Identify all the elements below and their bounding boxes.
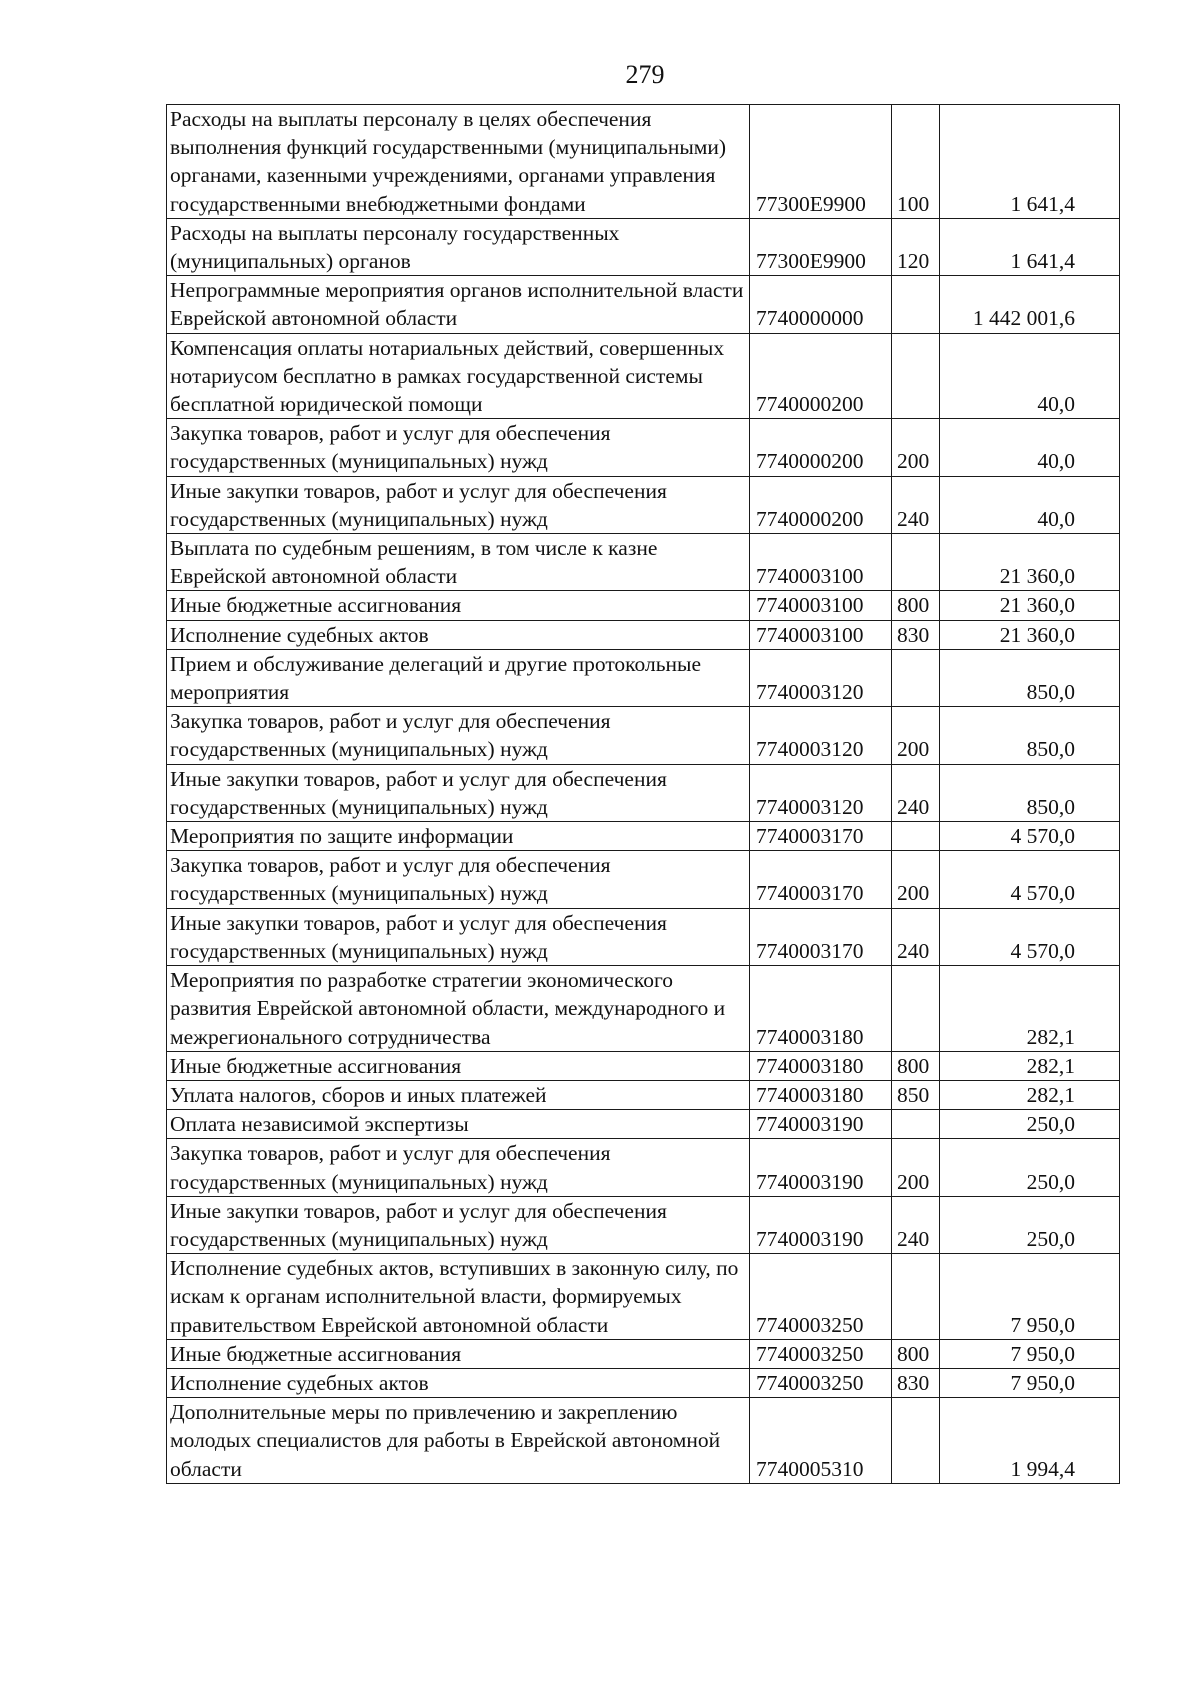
table-row xyxy=(167,534,1120,591)
row-type: 200 xyxy=(892,707,940,764)
row-type xyxy=(892,333,940,419)
row-code: 7740003120 xyxy=(750,649,892,706)
row-amount: 1 994,4 xyxy=(940,1398,1120,1484)
table-row xyxy=(167,1254,1120,1340)
row-amount: 1 641,4 xyxy=(940,218,1120,275)
row-type xyxy=(892,1398,940,1484)
table-row xyxy=(167,1339,1120,1368)
row-name: Иные закупки товаров, работ и услуг для обеспечения государственных (муниципальных) нужд xyxy=(167,476,750,533)
row-name: Расходы на выплаты персоналу в целях обеспечения выполнения функций государственными (муниципальными) органами, казенными учреждениями, органами управления государственными внебюджетными фондами xyxy=(167,105,750,219)
row-type xyxy=(892,534,940,591)
row-name: Иные бюджетные ассигнования xyxy=(167,1051,750,1080)
row-type xyxy=(892,649,940,706)
row-name: Исполнение судебных актов xyxy=(167,620,750,649)
row-type: 830 xyxy=(892,620,940,649)
table-row xyxy=(167,1398,1120,1484)
table-row xyxy=(167,476,1120,533)
row-type: 200 xyxy=(892,851,940,908)
row-amount: 7 950,0 xyxy=(940,1339,1120,1368)
row-name: Закупка товаров, работ и услуг для обеспечения государственных (муниципальных) нужд xyxy=(167,707,750,764)
row-name: Мероприятия по защите информации xyxy=(167,822,750,851)
row-amount: 40,0 xyxy=(940,333,1120,419)
row-name: Иные бюджетные ассигнования xyxy=(167,591,750,620)
row-name: Расходы на выплаты персоналу государственных (муниципальных) органов xyxy=(167,218,750,275)
table-row xyxy=(167,1139,1120,1196)
row-code: 7740003250 xyxy=(750,1254,892,1340)
budget-table xyxy=(166,104,1120,1484)
row-code: 7740005310 xyxy=(750,1398,892,1484)
row-code: 7740000200 xyxy=(750,419,892,476)
row-name: Исполнение судебных актов xyxy=(167,1368,750,1397)
row-amount: 250,0 xyxy=(940,1139,1120,1196)
row-name: Компенсация оплаты нотариальных действий, совершенных нотариусом бесплатно в рамках государственной системы бесплатной юридической помощи xyxy=(167,333,750,419)
row-name: Исполнение судебных актов, вступивших в законную силу, по искам к органам исполнительной власти, формируемых правительством Еврейской автономной области xyxy=(167,1254,750,1340)
row-amount: 40,0 xyxy=(940,419,1120,476)
row-name: Иные закупки товаров, работ и услуг для обеспечения государственных (муниципальных) нужд xyxy=(167,1196,750,1253)
row-type: 800 xyxy=(892,1051,940,1080)
row-name: Закупка товаров, работ и услуг для обеспечения государственных (муниципальных) нужд xyxy=(167,1139,750,1196)
row-name: Иные закупки товаров, работ и услуг для обеспечения государственных (муниципальных) нужд xyxy=(167,764,750,821)
row-amount: 850,0 xyxy=(940,649,1120,706)
row-code: 7740003100 xyxy=(750,591,892,620)
row-code: 7740000200 xyxy=(750,333,892,419)
row-amount: 850,0 xyxy=(940,764,1120,821)
row-code: 7740003180 xyxy=(750,1080,892,1109)
table-row xyxy=(167,1368,1120,1397)
row-amount: 7 950,0 xyxy=(940,1368,1120,1397)
table-row xyxy=(167,218,1120,275)
row-code: 7740003190 xyxy=(750,1110,892,1139)
row-code: 7740003170 xyxy=(750,822,892,851)
row-name: Иные закупки товаров, работ и услуг для обеспечения государственных (муниципальных) нужд xyxy=(167,908,750,965)
row-type xyxy=(892,1254,940,1340)
table-row xyxy=(167,1051,1120,1080)
row-amount: 282,1 xyxy=(940,1051,1120,1080)
row-amount: 850,0 xyxy=(940,707,1120,764)
row-amount: 40,0 xyxy=(940,476,1120,533)
row-code: 7740003120 xyxy=(750,764,892,821)
row-name: Иные бюджетные ассигнования xyxy=(167,1339,750,1368)
row-amount: 4 570,0 xyxy=(940,908,1120,965)
row-code: 7740003250 xyxy=(750,1339,892,1368)
row-code: 7740003170 xyxy=(750,851,892,908)
row-type: 240 xyxy=(892,1196,940,1253)
row-code: 7740003180 xyxy=(750,966,892,1052)
row-code: 77300Е9900 xyxy=(750,105,892,219)
table-row xyxy=(167,966,1120,1052)
row-name: Непрограммные мероприятия органов исполнительной власти Еврейской автономной области xyxy=(167,276,750,333)
row-name: Выплата по судебным решениям, в том числе к казне Еврейской автономной области xyxy=(167,534,750,591)
row-name: Прием и обслуживание делегаций и другие протокольные мероприятия xyxy=(167,649,750,706)
row-type xyxy=(892,1110,940,1139)
row-name: Закупка товаров, работ и услуг для обеспечения государственных (муниципальных) нужд xyxy=(167,851,750,908)
table-row xyxy=(167,1196,1120,1253)
row-code: 7740000200 xyxy=(750,476,892,533)
row-type xyxy=(892,966,940,1052)
row-amount: 4 570,0 xyxy=(940,822,1120,851)
page-number: 279 xyxy=(625,60,665,89)
row-type: 800 xyxy=(892,591,940,620)
row-amount: 250,0 xyxy=(940,1196,1120,1253)
row-type: 850 xyxy=(892,1080,940,1109)
row-code: 7740003170 xyxy=(750,908,892,965)
table-row xyxy=(167,1110,1120,1139)
row-type: 830 xyxy=(892,1368,940,1397)
row-amount: 21 360,0 xyxy=(940,620,1120,649)
row-code: 7740000000 xyxy=(750,276,892,333)
row-amount: 1 641,4 xyxy=(940,105,1120,219)
table-row xyxy=(167,276,1120,333)
row-amount: 21 360,0 xyxy=(940,591,1120,620)
table-row xyxy=(167,764,1120,821)
table-row xyxy=(167,591,1120,620)
table-row xyxy=(167,851,1120,908)
row-amount: 21 360,0 xyxy=(940,534,1120,591)
row-code: 77300Е9900 xyxy=(750,218,892,275)
row-amount: 7 950,0 xyxy=(940,1254,1120,1340)
table-row xyxy=(167,620,1120,649)
row-name: Мероприятия по разработке стратегии экономического развития Еврейской автономной области, международного и межрегионального сотрудничества xyxy=(167,966,750,1052)
table-row xyxy=(167,908,1120,965)
row-type: 200 xyxy=(892,419,940,476)
row-code: 7740003180 xyxy=(750,1051,892,1080)
row-code: 7740003190 xyxy=(750,1196,892,1253)
row-code: 7740003120 xyxy=(750,707,892,764)
table-row xyxy=(167,105,1120,219)
table-row xyxy=(167,1080,1120,1109)
budget-table-body xyxy=(167,105,1120,1484)
row-code: 7740003250 xyxy=(750,1368,892,1397)
row-type: 800 xyxy=(892,1339,940,1368)
row-type: 240 xyxy=(892,476,940,533)
row-amount: 4 570,0 xyxy=(940,851,1120,908)
row-name: Оплата независимой экспертизы xyxy=(167,1110,750,1139)
row-amount: 1 442 001,6 xyxy=(940,276,1120,333)
row-type xyxy=(892,276,940,333)
row-code: 7740003100 xyxy=(750,620,892,649)
table-row xyxy=(167,707,1120,764)
row-type xyxy=(892,822,940,851)
row-name: Дополнительные меры по привлечению и закреплению молодых специалистов для работы в Еврейской автономной области xyxy=(167,1398,750,1484)
table-row xyxy=(167,822,1120,851)
row-code: 7740003190 xyxy=(750,1139,892,1196)
row-amount: 282,1 xyxy=(940,1080,1120,1109)
row-name: Уплата налогов, сборов и иных платежей xyxy=(167,1080,750,1109)
row-amount: 250,0 xyxy=(940,1110,1120,1139)
row-type: 100 xyxy=(892,105,940,219)
row-amount: 282,1 xyxy=(940,966,1120,1052)
table-row xyxy=(167,333,1120,419)
row-type: 240 xyxy=(892,764,940,821)
table-row xyxy=(167,419,1120,476)
row-type: 200 xyxy=(892,1139,940,1196)
row-type: 240 xyxy=(892,908,940,965)
row-type: 120 xyxy=(892,218,940,275)
row-code: 7740003100 xyxy=(750,534,892,591)
row-name: Закупка товаров, работ и услуг для обеспечения государственных (муниципальных) нужд xyxy=(167,419,750,476)
table-row xyxy=(167,649,1120,706)
